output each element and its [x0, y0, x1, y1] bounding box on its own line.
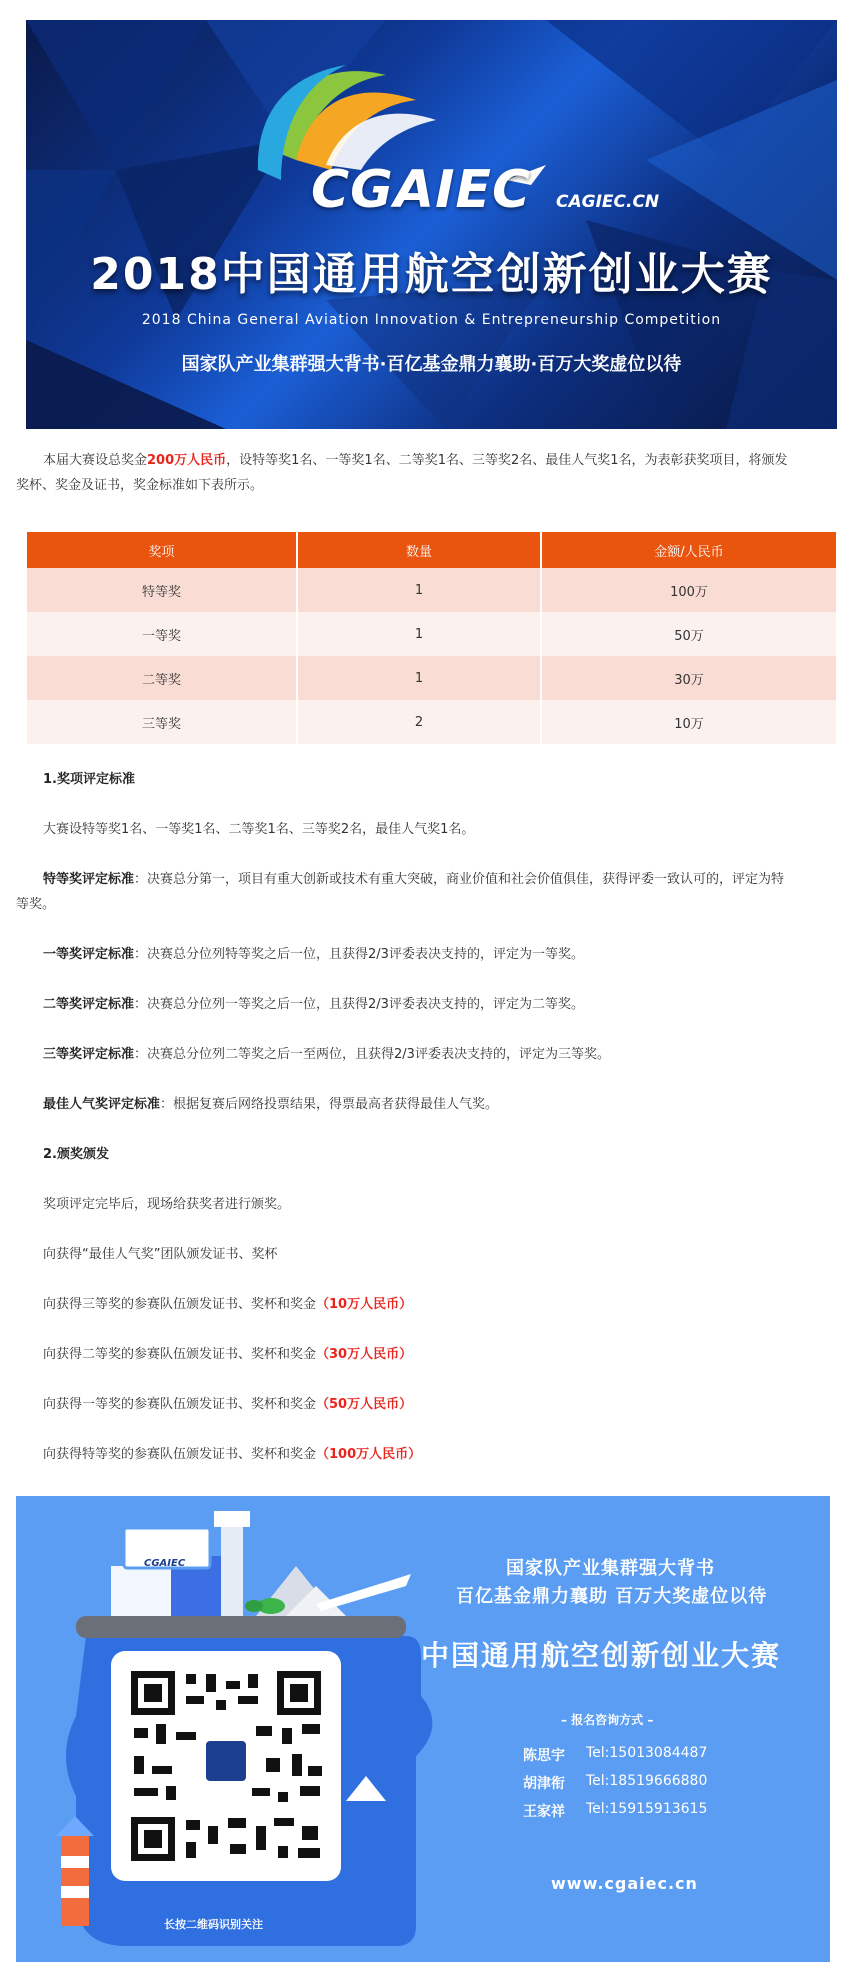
criteria-label: 三等奖评定标准: [43, 1047, 135, 1062]
section-heading-text: 2.颁奖颁发: [43, 1147, 109, 1162]
criteria-text: ：决赛总分位列特等奖之后一位，且获得2/3评委表决支持的，评定为一等奖。: [134, 947, 584, 962]
award-item-amount: （50万人民币）: [316, 1397, 413, 1412]
criteria-popular: [43, 1093, 498, 1117]
cell-quantity: 1: [297, 656, 541, 700]
cell-quantity: 1: [297, 568, 541, 612]
poster-slogan-2: 百亿基金鼎力襄助 百万大奖虚位以待: [456, 1586, 768, 1607]
award-item-text: 向获得三等奖的参赛队伍颁发证书、奖杯和奖金: [43, 1297, 317, 1312]
contact-tel[interactable]: Tel:15915913615: [586, 1801, 708, 1817]
intro-text-1: 本届大赛设总奖金: [43, 453, 148, 468]
logo-text: CGAIEC: [311, 160, 532, 220]
table-row: [27, 568, 836, 612]
award-item-amount: （30万人民币）: [316, 1347, 413, 1362]
section-heading-criteria: [43, 768, 135, 792]
awarding-intro: 奖项评定完毕后，现场给获奖者进行颁奖。: [43, 1197, 291, 1212]
cell-amount: 10万: [541, 700, 836, 744]
contact-tel[interactable]: Tel:15013084487: [586, 1745, 708, 1761]
logo-domain: CAGIEC.CN: [556, 192, 660, 212]
prize-table: [27, 532, 836, 744]
cell-quantity: 1: [297, 612, 541, 656]
total-prize-highlight: 200万人民币: [147, 453, 227, 468]
criteria-text: ：根据复赛后网络投票结果，得票最高者获得最佳人气奖。: [160, 1097, 499, 1112]
cell-prize: 三等奖: [27, 700, 297, 744]
intro-paragraph: [43, 449, 838, 473]
banner-subtitle-en: 2018 China General Aviation Innovation & Entrepreneurship Competition: [141, 312, 722, 328]
cell-prize: 二等奖: [27, 656, 297, 700]
column-header-prize: 奖项: [27, 532, 297, 568]
hero-banner: [26, 20, 837, 429]
table-header-row: [27, 532, 836, 568]
table-row: [27, 700, 836, 744]
banner-title: 2018中国通用航空创新创业大赛: [90, 249, 773, 300]
cell-amount: 50万: [541, 612, 836, 656]
table-row: [27, 612, 836, 656]
award-item-text: 向获得特等奖的参赛队伍颁发证书、奖杯和奖金: [43, 1447, 317, 1462]
criteria-label: 特等奖评定标准: [43, 872, 135, 887]
contact-poster: [16, 1496, 830, 1962]
contact-name: 陈思宇: [523, 1748, 565, 1764]
column-header-quantity: 数量: [297, 532, 541, 568]
section-heading-text: 1.奖项评定标准: [43, 772, 135, 787]
cell-quantity: 2: [297, 700, 541, 744]
award-item: [43, 1343, 412, 1367]
award-item: [43, 1393, 412, 1417]
award-item: [43, 1243, 277, 1267]
criteria-grand-line2: 等奖。: [16, 897, 56, 912]
criteria-grand: [43, 868, 838, 892]
award-item-amount: （10万人民币）: [316, 1297, 413, 1312]
cell-amount: 100万: [541, 568, 836, 612]
poster-title: 中国通用航空创新创业大赛: [421, 1639, 782, 1672]
contact-name: 王家祥: [523, 1804, 565, 1820]
contact-tel[interactable]: Tel:18519666880: [586, 1773, 708, 1789]
table-row: [27, 656, 836, 700]
award-item: [43, 1443, 421, 1467]
award-item-text: 向获得二等奖的参赛队伍颁发证书、奖杯和奖金: [43, 1347, 317, 1362]
intro-paragraph-line2: 奖杯、奖金及证书，奖金标准如下表所示。: [16, 478, 264, 493]
award-item-text: 向获得一等奖的参赛队伍颁发证书、奖杯和奖金: [43, 1397, 317, 1412]
cell-prize: 特等奖: [27, 568, 297, 612]
qr-caption: 长按二维码识别关注: [164, 1918, 263, 1931]
poster-slogan-1: 国家队产业集群强大背书: [506, 1558, 715, 1579]
criteria-third: [43, 1043, 610, 1067]
criteria-summary: 大赛设特等奖1名、一等奖1名、二等奖1名、三等奖2名，最佳人气奖1名。: [43, 822, 475, 837]
criteria-first: [43, 943, 584, 967]
cell-amount: 30万: [541, 656, 836, 700]
column-header-amount: 金额/人民币: [541, 532, 836, 568]
criteria-label: 最佳人气奖评定标准: [43, 1097, 161, 1112]
criteria-text: ：决赛总分位列一等奖之后一位，且获得2/3评委表决支持的，评定为二等奖。: [134, 997, 584, 1012]
criteria-text: ：决赛总分第一，项目有重大创新或技术有重大突破，商业价值和社会价值俱佳，获得评委一致认可的，评定为特: [134, 872, 785, 887]
cell-prize: 一等奖: [27, 612, 297, 656]
website-link[interactable]: www.cgaiec.cn: [551, 1874, 698, 1893]
criteria-label: 一等奖评定标准: [43, 947, 135, 962]
award-item-amount: （100万人民币）: [316, 1447, 422, 1462]
criteria-text: ：决赛总分位列二等奖之后一至两位，且获得2/3评委表决支持的，评定为三等奖。: [134, 1047, 610, 1062]
contact-name: 胡津衔: [523, 1776, 565, 1792]
contact-heading: – 报名咨询方式 –: [561, 1713, 654, 1727]
award-item-text: 向获得“最佳人气奖”团队颁发证书、奖杯: [43, 1247, 278, 1262]
section-heading-awarding: [43, 1143, 109, 1167]
criteria-second: [43, 993, 584, 1017]
criteria-label: 二等奖评定标准: [43, 997, 135, 1012]
billboard-logo: CGAIEC: [144, 1558, 186, 1569]
banner-slogan: 国家队产业集群强大背书·百亿基金鼎力襄助·百万大奖虚位以待: [181, 354, 682, 375]
intro-text-2: ，设特等奖1名、一等奖1名、二等奖1名、三等奖2名、最佳人气奖1名，为表彰获奖项目，将颁发: [226, 453, 788, 468]
award-item: [43, 1293, 412, 1317]
